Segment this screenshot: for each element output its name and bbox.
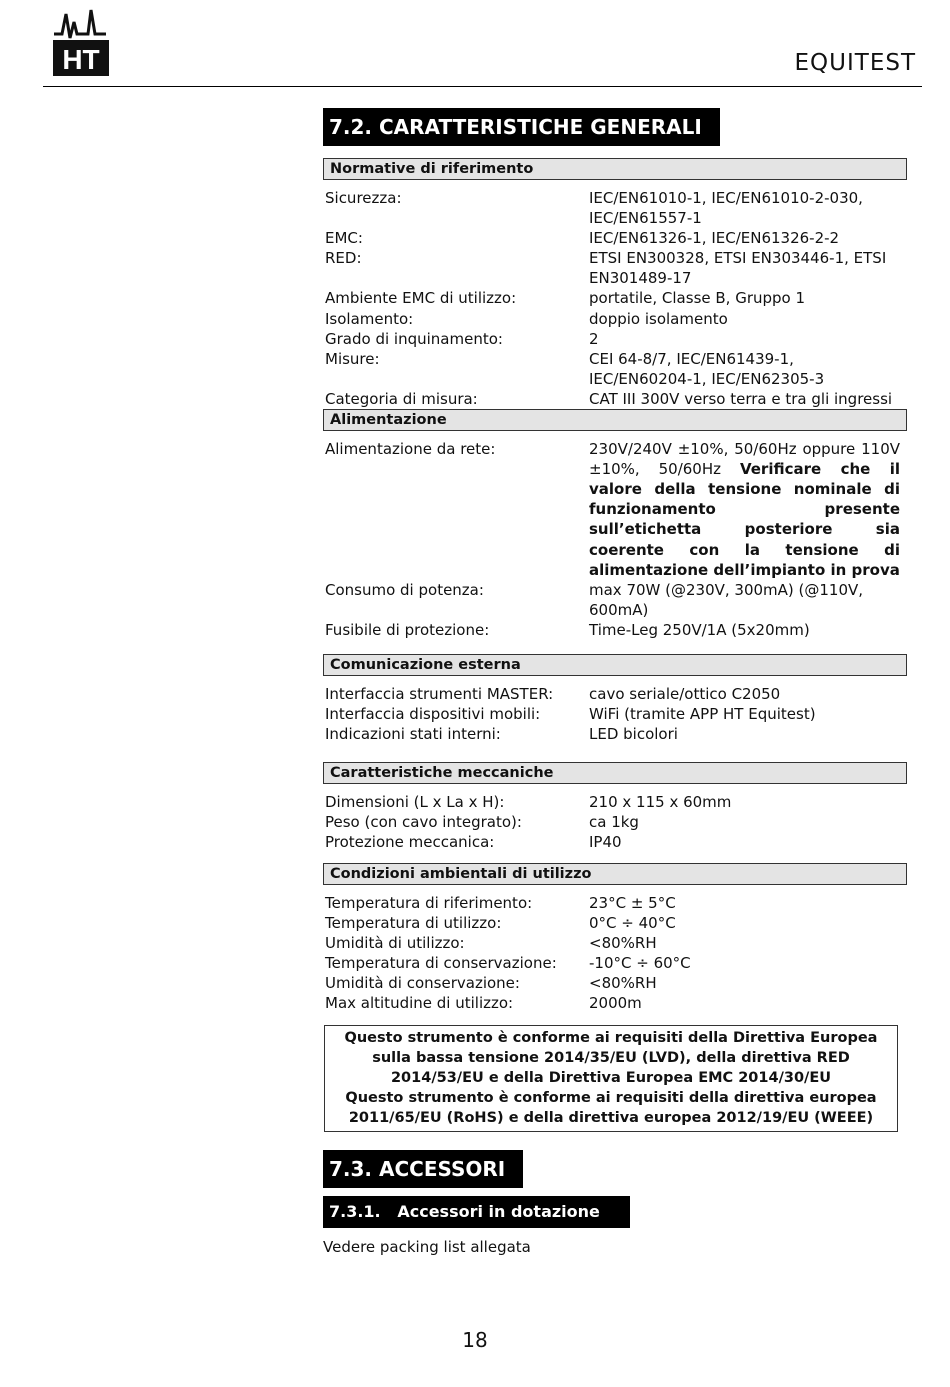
spec-label: Fusibile di protezione: <box>325 620 490 639</box>
spec-label: Consumo di potenza: <box>325 580 484 599</box>
spec-row <box>323 329 907 349</box>
spec-label: Interfaccia strumenti MASTER: <box>325 684 554 703</box>
spec-label: Alimentazione da rete: <box>325 440 496 459</box>
spec-list-normative <box>323 180 907 409</box>
group-title-meccaniche: Caratteristiche meccaniche <box>323 762 907 784</box>
spec-row <box>323 620 907 640</box>
spec-value: -10°C ÷ 60°C <box>589 953 691 972</box>
spec-row <box>323 913 907 933</box>
spec-value: Time-Leg 250V/1A (5x20mm) <box>589 620 810 639</box>
spec-label: Umidità di conservazione: <box>325 973 520 992</box>
spec-label: Categoria di misura: <box>325 389 478 408</box>
spec-label: Sicurezza: <box>325 189 402 207</box>
page-content <box>323 108 907 1256</box>
compliance-notice-rohs: Questo strumento è conforme ai requisiti della direttiva europea 2011/65/EU (RoHS) e della direttiva europea 2012/19/EU (WEEE) <box>345 1090 877 1127</box>
spec-label: RED: <box>325 249 362 268</box>
group-title-ambientali: Condizioni ambientali di utilizzo <box>323 863 907 885</box>
spec-row <box>323 933 907 953</box>
spec-label: Temperatura di utilizzo: <box>325 913 502 932</box>
group-title-normative: Normative di riferimento <box>323 158 907 180</box>
compliance-notice-lvd: Questo strumento è conforme ai requisiti della Direttiva Europea sulla bassa tensione 2014/35/EU (LVD), della direttiva RED 2014/53/EU e della Direttiva Europea EMC 2014/30/EU <box>344 1030 878 1087</box>
spec-value: 0°C ÷ 40°C <box>589 913 676 932</box>
spec-value: 2 <box>589 329 599 348</box>
header-rule <box>43 86 922 87</box>
spec-value: CAT III 300V verso terra e tra gli ingressi <box>589 389 893 408</box>
spec-label: Max altitudine di utilizzo: <box>325 994 514 1012</box>
section-heading-7-3: 7.3. ACCESSORI <box>323 1150 523 1188</box>
ht-logo <box>50 8 112 78</box>
spec-row <box>323 309 907 329</box>
spec-value-text: 230V/240V ±10%, 50/60Hz oppure 110V ±10%, 50/60Hz <box>589 440 900 479</box>
spec-list-meccaniche <box>323 784 907 852</box>
spec-value: LED bicolori <box>589 725 678 744</box>
spec-row <box>323 349 907 389</box>
spec-row <box>323 993 907 1013</box>
spec-value: CEI 64-8/7, IEC/EN61439-1, IEC/EN60204-1, IEC/EN62305-3 <box>589 349 825 388</box>
logo-text: HT <box>62 44 100 75</box>
spec-row <box>323 973 907 993</box>
document-title: EQUITEST <box>794 50 916 76</box>
spec-row <box>323 684 907 704</box>
spec-label: Ambiente EMC di utilizzo: <box>325 289 517 308</box>
page-number: 18 <box>462 1328 488 1352</box>
spec-row <box>323 248 907 288</box>
spec-value: IEC/EN61010-1, IEC/EN61010-2-030, IEC/EN61557-1 <box>589 189 863 228</box>
spec-value: WiFi (tramite APP HT Equitest) <box>589 705 816 724</box>
spec-value: IP40 <box>589 833 622 852</box>
spec-value: max 70W (@230V, 300mA) (@110V, 600mA) <box>589 580 864 619</box>
spec-row <box>323 389 907 409</box>
group-title-comunicazione: Comunicazione esterna <box>323 654 907 676</box>
spec-value: ca 1kg <box>589 813 639 832</box>
spec-value: 2000m <box>589 994 642 1012</box>
spec-list-alimentazione <box>323 431 907 640</box>
spec-row <box>323 228 907 248</box>
spec-value: 210 x 115 x 60mm <box>589 793 732 812</box>
spec-label: Interfaccia dispositivi mobili: <box>325 705 541 724</box>
spec-row <box>323 580 907 620</box>
spec-label: Dimensioni (L x La x H): <box>325 793 505 812</box>
group-title-alimentazione: Alimentazione <box>323 409 907 431</box>
compliance-notice <box>324 1025 898 1131</box>
spec-value: doppio isolamento <box>589 309 728 328</box>
spec-value: cavo seriale/ottico C2050 <box>589 684 781 703</box>
spec-label: Isolamento: <box>325 309 414 328</box>
spec-row <box>323 832 907 852</box>
spec-label: Temperatura di riferimento: <box>325 893 533 912</box>
spec-label: EMC: <box>325 229 363 248</box>
spec-row <box>323 288 907 308</box>
spec-row <box>323 724 907 744</box>
section-heading-7-2: 7.2. CARATTERISTICHE GENERALI <box>323 108 720 146</box>
spec-label: Umidità di utilizzo: <box>325 933 465 952</box>
spec-value: ETSI EN300328, ETSI EN303446-1, ETSI EN301489-17 <box>589 249 887 288</box>
spec-row <box>323 893 907 913</box>
spec-list-comunicazione <box>323 676 907 744</box>
spec-label: Misure: <box>325 349 380 368</box>
spec-value <box>589 439 900 580</box>
spec-row <box>323 792 907 812</box>
spec-list-ambientali <box>323 885 907 1014</box>
spec-value: portatile, Classe B, Gruppo 1 <box>589 289 806 308</box>
spec-value-warning: Verificare che il valore della tensione nominale di funzionamento presente sull’etichetta posteriore sia coerente con la tensione di alimentazione dell’impianto in prova <box>589 460 900 579</box>
spec-label: Indicazioni stati interni: <box>325 725 501 744</box>
spec-row <box>323 812 907 832</box>
spec-label: Grado di inquinamento: <box>325 329 503 348</box>
spec-row <box>323 439 907 580</box>
spec-value: IEC/EN61326-1, IEC/EN61326-2-2 <box>589 229 840 248</box>
spec-label: Protezione meccanica: <box>325 833 495 852</box>
spec-row <box>323 704 907 724</box>
spec-value: <80%RH <box>589 973 657 992</box>
spec-label: Peso (con cavo integrato): <box>325 813 522 832</box>
spec-value: 23°C ± 5°C <box>589 893 676 912</box>
accessories-text: Vedere packing list allegata <box>323 1237 531 1256</box>
spec-value: <80%RH <box>589 933 657 952</box>
subsection-heading-7-3-1: 7.3.1. Accessori in dotazione <box>323 1196 630 1228</box>
spec-row <box>323 953 907 973</box>
spec-label: Temperatura di conservazione: <box>325 953 557 972</box>
spec-row <box>323 188 907 228</box>
